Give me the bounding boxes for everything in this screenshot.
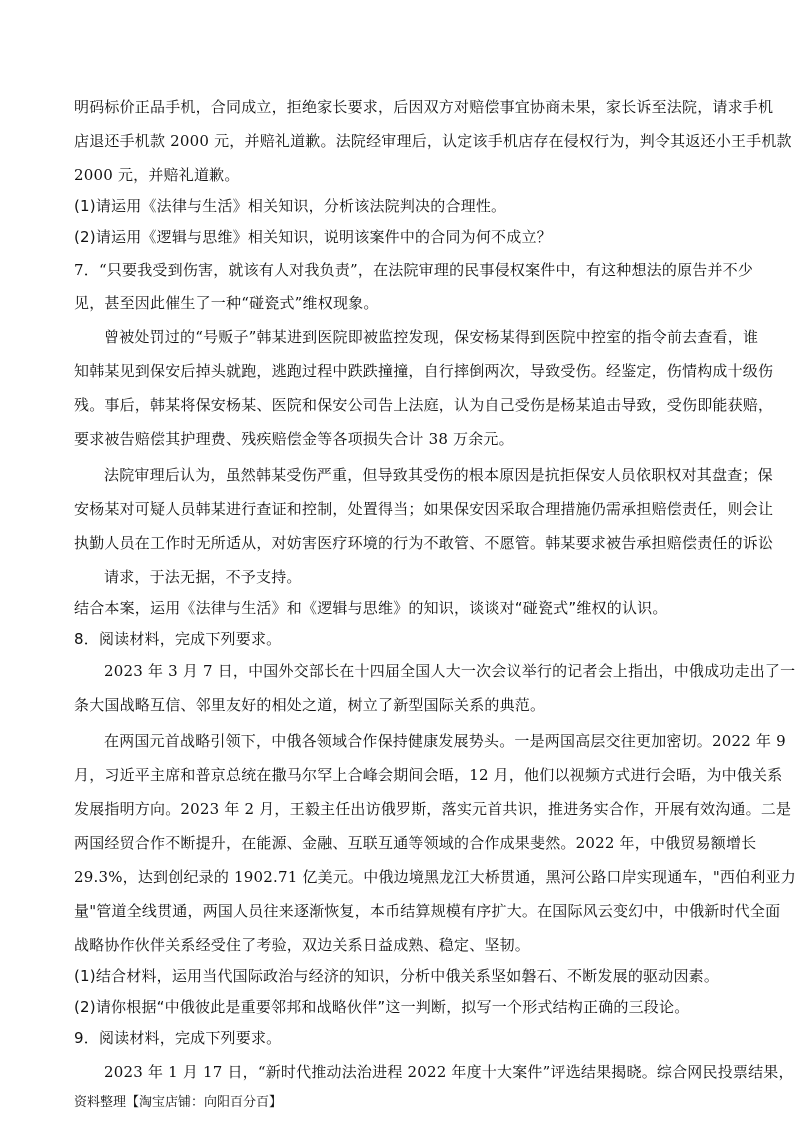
text-line: 执勤人员在工作时无所适从，对妨害医疗环境的行为不敢管、不愿管。韩某要求被告承担赔偿责任的诉讼	[74, 534, 774, 552]
question-part-1: (1)结合材料，运用当代国际政治与经济的知识，分析中俄关系坚如磐石、不断发展的驱动因素。	[74, 967, 720, 985]
text-line: 月，习近平主席和普京总统在撒马尔罕上合峰会期间会晤，12 月，他们以视频方式进行会晤，为中俄关系	[74, 766, 783, 784]
text-line: 29.3%，达到创纪录的 1902.71 亿美元。中俄边境黑龙江大桥贯通，黑河公路口岸实现通车，"西伯利亚力	[74, 868, 796, 886]
text-line: 量"管道全线贯通，两国人员往来逐渐恢复，本币结算规模有序扩大。在国际风云变幻中，中俄新时代全面	[74, 902, 781, 920]
text-line: 2000 元，并赔礼道歉。	[74, 166, 240, 184]
text-line: 曾被处罚过的“号贩子”韩某进到医院即被监控发现，保安杨某得到医院中控室的指令前去查看，谁	[104, 328, 759, 346]
text-line: 2023 年 3 月 7 日，中国外交部长在十四届全国人大一次会议举行的记者会上指出，中俄成功走出了一	[104, 662, 796, 680]
text-line: 安杨某对可疑人员韩某进行查证和控制，处置得当；如果保安因采取合理措施仍需承担赔偿责任，则会让	[74, 500, 774, 518]
text-line: 发展指明方向。2023 年 2 月，王毅主任出访俄罗斯，落实元首共识，推进务实合作，开展有效沟通。二是	[74, 800, 792, 818]
text-line: 请求，于法无据，不予支持。	[104, 568, 302, 586]
question-part-2: (2)请你根据“中俄彼此是重要邻邦和战略伙伴”这一判断，拟写一个形式结构正确的三段论。	[74, 998, 690, 1016]
text-line: 2023 年 1 月 17 日，“新时代推动法治进程 2022 年度十大案件”评选结果揭晓。综合网民投票结果，	[104, 1063, 794, 1081]
question-part-2: (2)请运用《逻辑与思维》相关知识，说明该案件中的合同为何不成立？	[74, 228, 552, 246]
text-line: 条大国战略互信、邻里友好的相处之道，树立了新型国际关系的典范。	[74, 696, 546, 714]
text-line: 残。事后，韩某将保安杨某、医院和保安公司告上法庭，认为自己受伤是杨某追击导致，受伤即能获赔，	[74, 396, 774, 414]
question-7-heading: 7．“只要我受到伤害，就该有人对我负责”，在法院审理的民事侵权案件中，有这种想法的原告并不少	[74, 261, 754, 279]
text-line: 店退还手机款 2000 元，并赔礼道歉。法院经审理后，认定该手机店存在侵权行为，判令其返还小王手机款	[74, 132, 792, 150]
page-footer: 资料整理【淘宝店铺：向阳百分百】	[74, 1095, 283, 1110]
question-7-prompt: 结合本案，运用《法律与生活》和《逻辑与思维》的知识，谈谈对“碰瓷式”维权的认识。	[74, 599, 668, 617]
text-line: 战略协作伙伴关系经受住了考验，双边关系日益成熟、稳定、坚韧。	[74, 936, 531, 954]
text-line: 要求被告赔偿其护理费、残疾赔偿金等各项损失合计 38 万余元。	[74, 430, 514, 448]
question-8-heading: 8．阅读材料，完成下列要求。	[74, 630, 282, 648]
text-line: 见，甚至因此催生了一种“碰瓷式”维权现象。	[74, 294, 379, 312]
text-line: 两国经贸合作不断提升，在能源、金融、互联互通等领域的合作成果斐然。2022 年，中俄贸易额增长	[74, 834, 757, 852]
text-line: 知韩某见到保安后掉头就跑，逃跑过程中跌跌撞撞，自行摔倒两次，导致受伤。经鉴定，伤情构成十级伤	[74, 362, 774, 380]
text-line: 在两国元首战略引领下，中俄各领域合作保持健康发展势头。一是两国高层交往更加密切。2022 年 9	[104, 732, 786, 750]
text-line: 法院审理后认为，虽然韩某受伤严重，但导致其受伤的根本原因是抗拒保安人员依职权对其盘查；保	[104, 466, 773, 484]
question-9-heading: 9．阅读材料，完成下列要求。	[74, 1029, 282, 1047]
text-line: 明码标价正品手机，合同成立，拒绝家长要求，后因双方对赔偿事宜协商未果，家长诉至法院，请求手机	[74, 98, 774, 116]
question-part-1: (1)请运用《法律与生活》相关知识，分析该法院判决的合理性。	[74, 197, 507, 215]
